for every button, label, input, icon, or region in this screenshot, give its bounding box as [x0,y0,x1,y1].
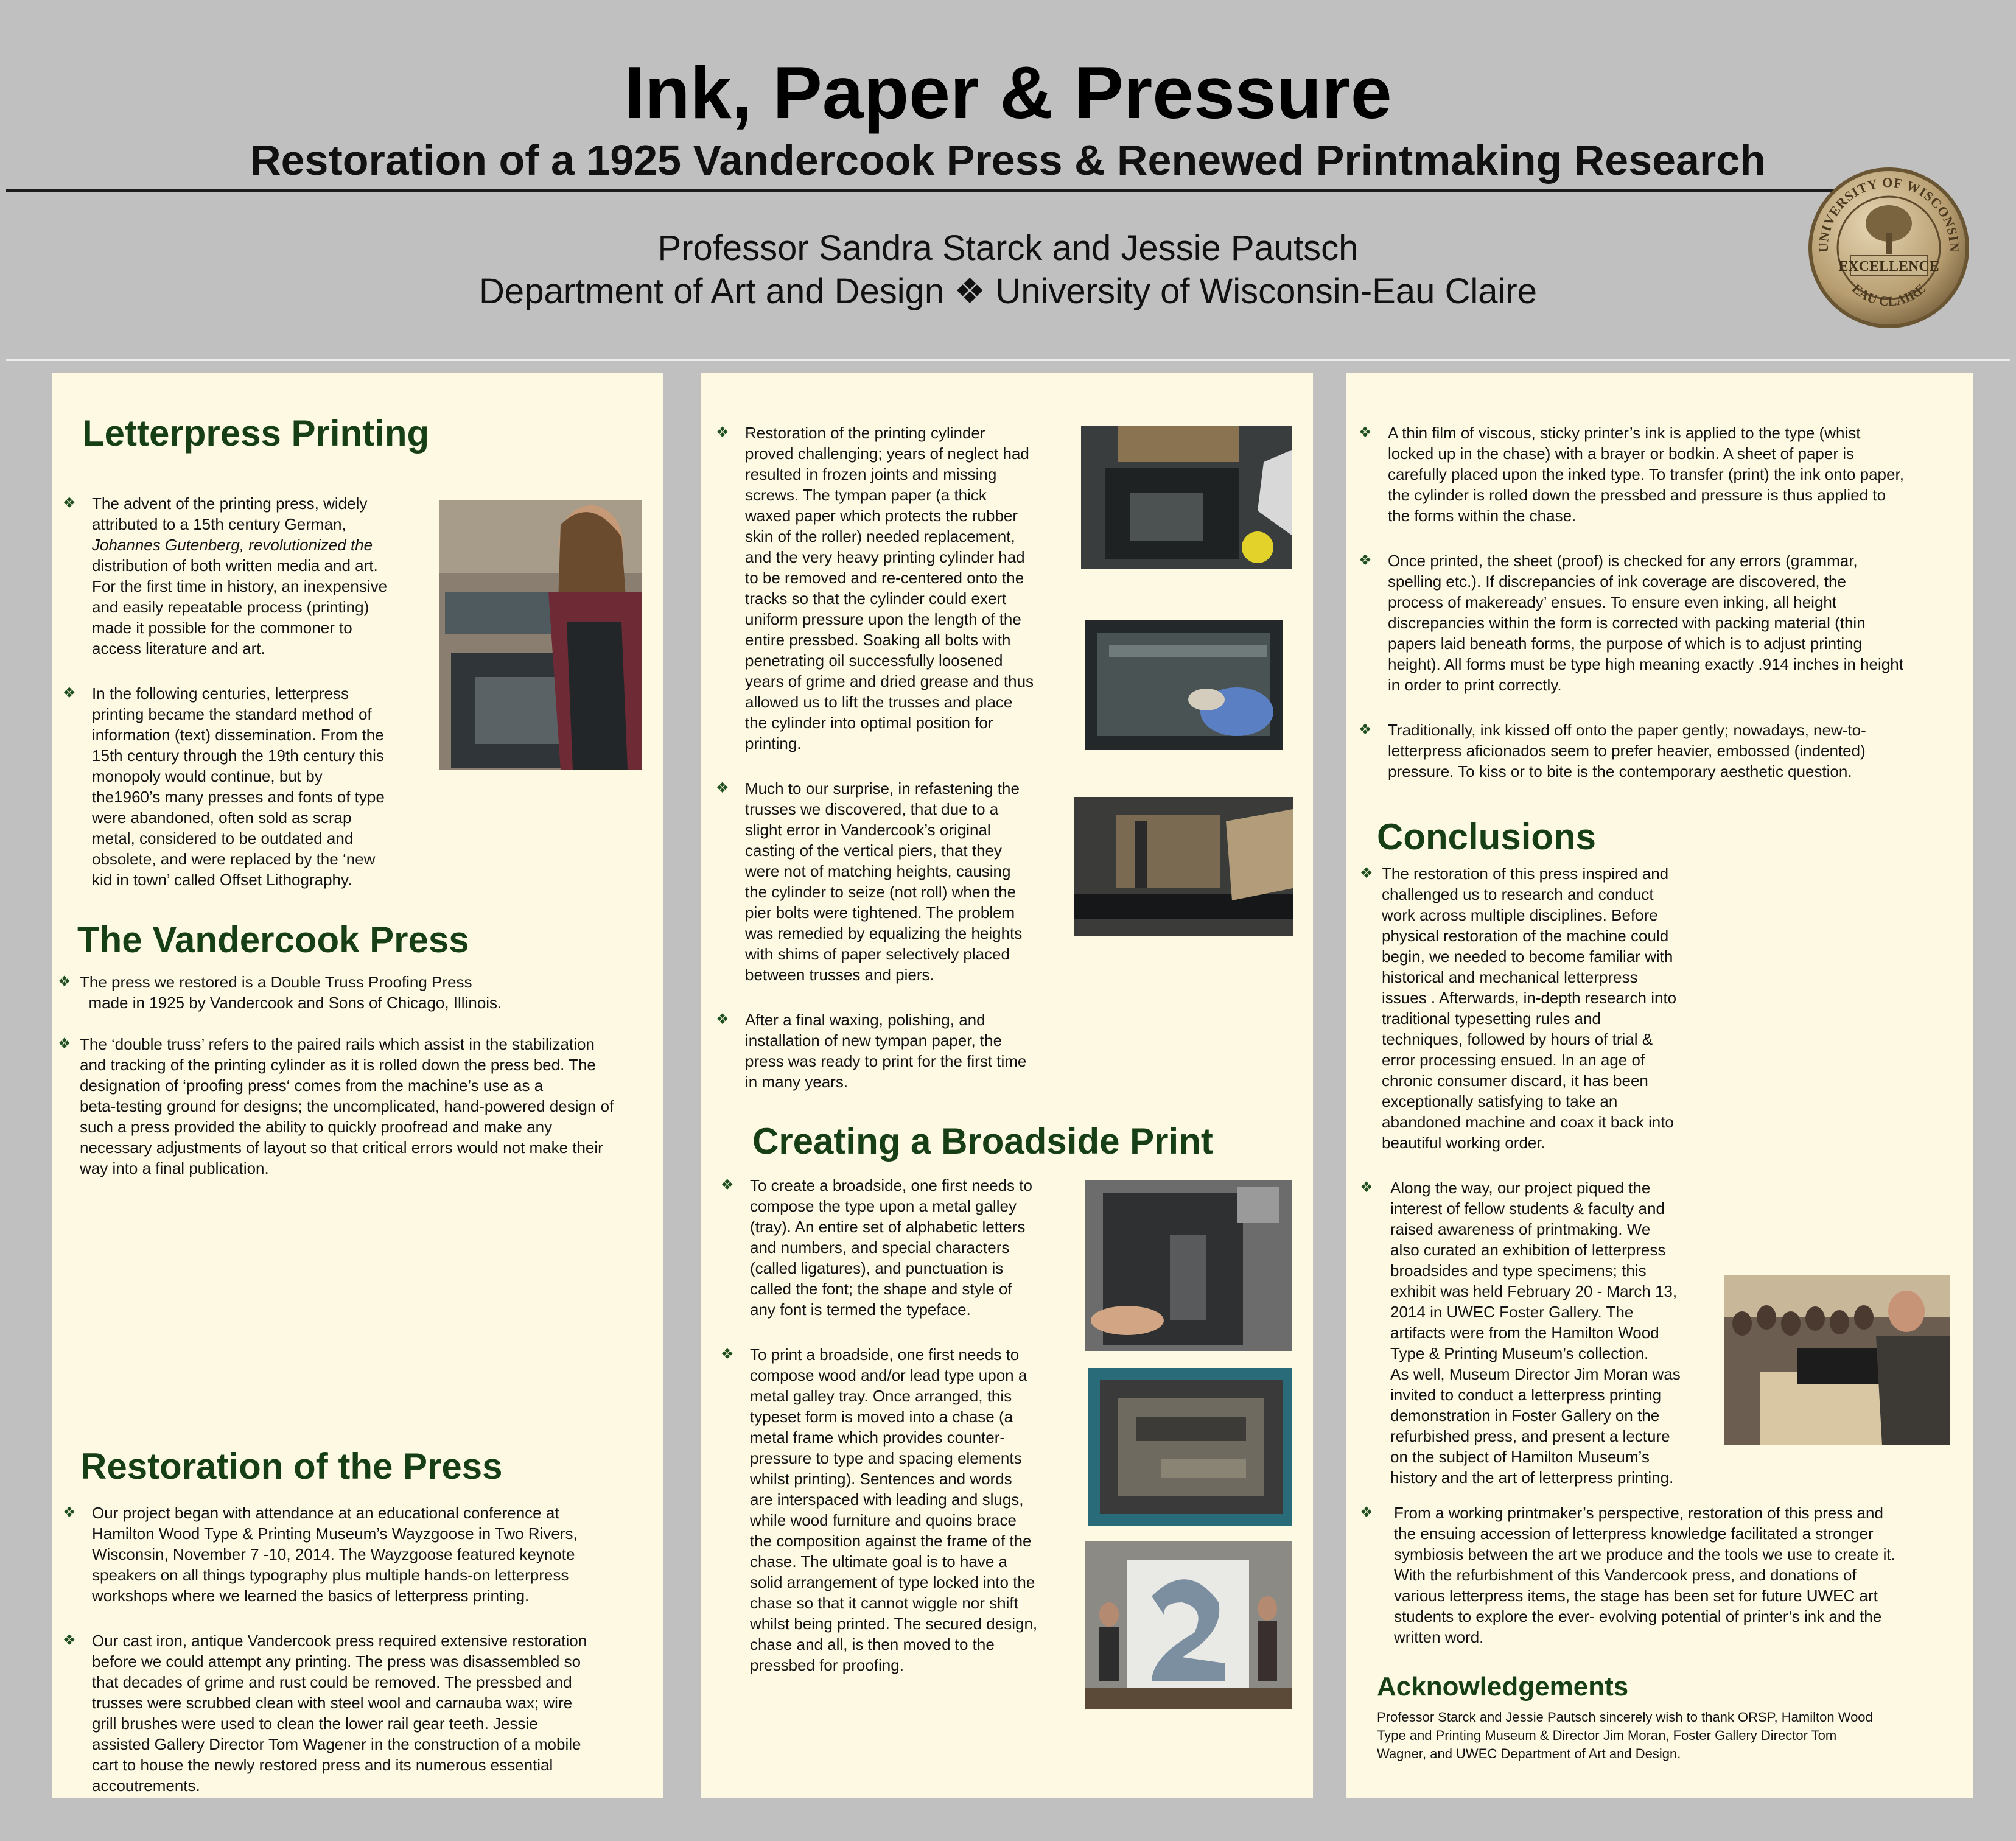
ink-text [1359,423,1967,782]
conclusions-text-2 [1360,1503,1969,1647]
svg-text:EAU CLAIRE: EAU CLAIRE [1849,280,1929,309]
photo-composing-galley [1085,1180,1292,1351]
authors: Professor Sandra Starck and Jessie Pautsch [657,228,1359,268]
cylinder-text [716,423,1057,1092]
ink-p2: ❖ Once printed, the sheet (proof) is checked for any errors (grammar, spelling etc.). If discrepancies of ink coverage are discovered, the process of makeready’ ensues. To ensure even inking, all height discrepancies within the form is corrected with packing material (thin papers laid beneath forms, the purpose of which is to adjust printing height). All forms must be type high meaning exactly .914 inches in height in order to print correctly. [1359,552,1903,694]
photo-press-cylinder [1081,426,1292,569]
photo-student-inking-press [439,500,642,770]
photo-chase-lockup [1088,1368,1292,1526]
broadside-p1: ❖ To create a broadside, one first needs to compose the type upon a metal galley (tray). An entire set of alphabetic letters and numbers, and special characters (called ligatures), and punctuation is called the font; the shape and style of any font is termed the typeface. [721,1176,1032,1319]
svg-text:UNIVERSITY OF WISCONSIN: UNIVERSITY OF WISCONSIN [1815,174,1962,253]
panel-left [52,373,663,1798]
acknowledgements-text: Professor Starck and Jessie Pautsch sincerely wish to thank ORSP, Hamilton Wood Type and Printing Museum & Director Jim Moran, Foster Gallery Director Tom Wagner, and UWEC Department of Art and Design. [1377,1710,1873,1761]
vandercook-p2: ❖ The ‘double truss’ refers to the paired rails which assist in the stabilization and tracking of the printing cylinder as it is rolled down the press bed. The designation of ‘proofing press‘ comes from the machine’s use as a beta-testing ground for designs; the uncomplicated, hand-powered design of such a press provided the ability to quickly proofread and make any necessary adjustments of layout so that critical errors would not make their way into a final publication. [58,1035,614,1177]
department: Department of Art and Design ❖ University of Wisconsin-Eau Claire [479,272,1537,311]
broadside-p2: ❖ To print a broadside, one first needs to compose wood and/or lead type upon a metal galley tray. Once arranged, this typeset form is moved into a chase (a metal frame which provides counter- pressure to type and spacing elements whilst printing). Sentences and words are interspaced with leading and slugs, while wood furniture and quoins brace the composition against the frame of the chase. The ultimate goal is to have a solid arrangement of type locked into the chase so that it cannot wiggle nor shift whilst being printed. The secured design, chase and all, is then moved to the pressbed for proofing. [721,1345,1038,1674]
header-bottom-rule [6,359,2010,361]
vandercook-text [58,972,654,1179]
heading-restoration: Restoration of the Press [80,1446,503,1487]
poster-title: Ink, Paper & Pressure [624,51,1392,134]
broadside-text [721,1175,1062,1675]
letterpress-text [63,493,428,890]
letterpress-p1: ❖ The advent of the printing press, widely attributed to a 15th century German, Johannes Gutenberg, revolutionized the distribution of both written media and art. For the first time in history, an inexpensive and easily repeatable process (printing) made it possible for the commoner to access literature and art. [63,494,388,658]
heading-letterpress: Letterpress Printing [82,413,430,454]
ink-p3: ❖ Traditionally, ink kissed off onto the paper gently; nowadays, new-to- letterpress aficionados seem to prefer heavier, embossed (indented) pressure. To kiss or to bite is the contemporary aesthetic question. [1359,721,1866,780]
heading-vandercook: The Vandercook Press [77,919,469,960]
letterpress-p2: ❖ In the following centuries, letterpress printing became the standard method of information (text) dissemination. From the 15th century through the 19th century this monopoly would continue, but by the1960’s many presses and fonts of type were abandoned, often sold as scrap metal, considered to be outdated and obsolete, and were replaced by the ‘new kid in town’ called Offset Lithography. [63,684,385,889]
conclusions-text-1 [1360,863,1707,1488]
restoration-text [63,1503,659,1796]
photo-press-trusses [1074,797,1293,936]
panel-right [1346,373,1973,1798]
cylinder-p1: ❖ Restoration of the printing cylinder proved challenging; years of neglect had resulted in frozen joints and missing screws. The tympan paper (a thick waxed paper which protects the rubber skin of the roller) needed replacement, and the very heavy printing cylinder had to be removed and re-centered onto the tracks so that the cylinder could exert uniform pressure upon the length of the entire pressbed. Soaking all bolts with penetrating oil successfully loosened years of grime and dried grease and thus allowed us to lift the trusses and place the cylinder into optimal position for printing. [716,424,1034,752]
cylinder-p3: ❖ After a final waxing, polishing, and installation of new tympan paper, the press was ready to print for the first time in many years. [716,1011,1027,1091]
svg-text:EXCELLENCE: EXCELLENCE [1838,259,1939,275]
heading-broadside: Creating a Broadside Print [752,1121,1213,1162]
poster-subtitle: Restoration of a 1925 Vandercook Press & Renewed Printmaking Research [250,136,1766,184]
photo-broadside-print-display [1085,1541,1292,1709]
conclusions-p3: ❖ From a working printmaker’s perspective, restoration of this press and the ensuing accession of letterpress knowledge facilitated a stronger symbiosis between the art we produce and the tools we use to create it. With the refurbishment of this Vandercook press, and donations of various letterpress items, the stage has been set for future UWEC art students to explore the ever- evolving potential of printer’s ink and the written word. [1360,1504,1895,1646]
poster-header [0,0,2016,365]
panel-middle [701,373,1313,1798]
conclusions-p2: ❖ Along the way, our project piqued the interest of fellow students & faculty and raised awareness of printmaking. We also curated an exhibition of letterpress broadsides and type specimens; this exhibit was held February 20 - March 13, 2014 in UWEC Foster Gallery. The artifacts were from the Hamilton Wood Type & Printing Museum’s collection. As well, Museum Director Jim Moran was invited to conduct a letterpress printing demonstration in Foster Gallery on the refurbished press, and present a lecture on the subject of Hamilton Museum’s history and the art of letterpress printing. [1360,1179,1681,1487]
photo-cleaning-pressbed [1085,620,1283,750]
photo-printing-demonstration [1724,1275,1950,1445]
heading-acknowledgements: Acknowledgements [1377,1672,1629,1702]
restoration-p2: ❖ Our cast iron, antique Vandercook press required extensive restoration before we could attempt any printing. The press was disassembled so that decades of grime and rust could be removed. The pressbed and trusses were scrubbed clean with steel wool and carnauba wax; wire grill brushes were used to clean the lower rail gear teeth. Jessie assisted Gallery Director Tom Wagener in the construction of a mobile cart to house the newly restored press and its numerous essential accoutrements. [63,1632,587,1795]
ink-p1: ❖ A thin film of viscous, sticky printer’s ink is applied to the type (whist locked up in the chase) with a brayer or bodkin. A sheet of paper is carefully placed upon the inked type. To transfer (print) the ink onto paper, the cylinder is rolled down the pressbed and pressure is thus applied to the forms within the chase. [1359,424,1904,525]
university-seal-logo [1807,166,1971,330]
heading-conclusions: Conclusions [1377,816,1597,857]
restoration-p1: ❖ Our project began with attendance at an educational conference at Hamilton Wood Type & Printing Museum’s Wayzgoose in Two Rivers, Wisconsin, November 7 -10, 2014. The Wayzgoose featured keynote speakers on all things typography plus multiple hands-on letterpress workshops where we learned the basics of letterpress printing. [63,1504,578,1605]
vandercook-p1: ❖ The press we restored is a Double Truss Proofing Press made in 1925 by Vandercook and Sons of Chicago, Illinois. [58,973,502,1012]
cylinder-p2: ❖ Much to our surprise, in refastening the trusses we discovered, that due to a slight error in Vandercook’s original casting of the vertical piers, that they were not of matching heights, causing the cylinder to seize (not roll) when the pier bolts were tightened. The problem was remedied by equalizing the heights with shims of paper selectively placed between trusses and piers. [716,779,1023,984]
conclusions-p1: ❖ The restoration of this press inspired and challenged us to research and conduct work across multiple disciplines. Before physical restoration of the machine could begin, we needed to become familiar with historical and mechanical letterpress issues . Afterwards, in-depth research into traditional typesetting rules and techniques, followed by hours of trial & error processing ensued. In an age of chronic consumer discard, it has been exceptionally satisfying to take an abandoned machine and coax it back into beautiful working order. [1360,864,1677,1152]
header-divider [6,189,1917,192]
